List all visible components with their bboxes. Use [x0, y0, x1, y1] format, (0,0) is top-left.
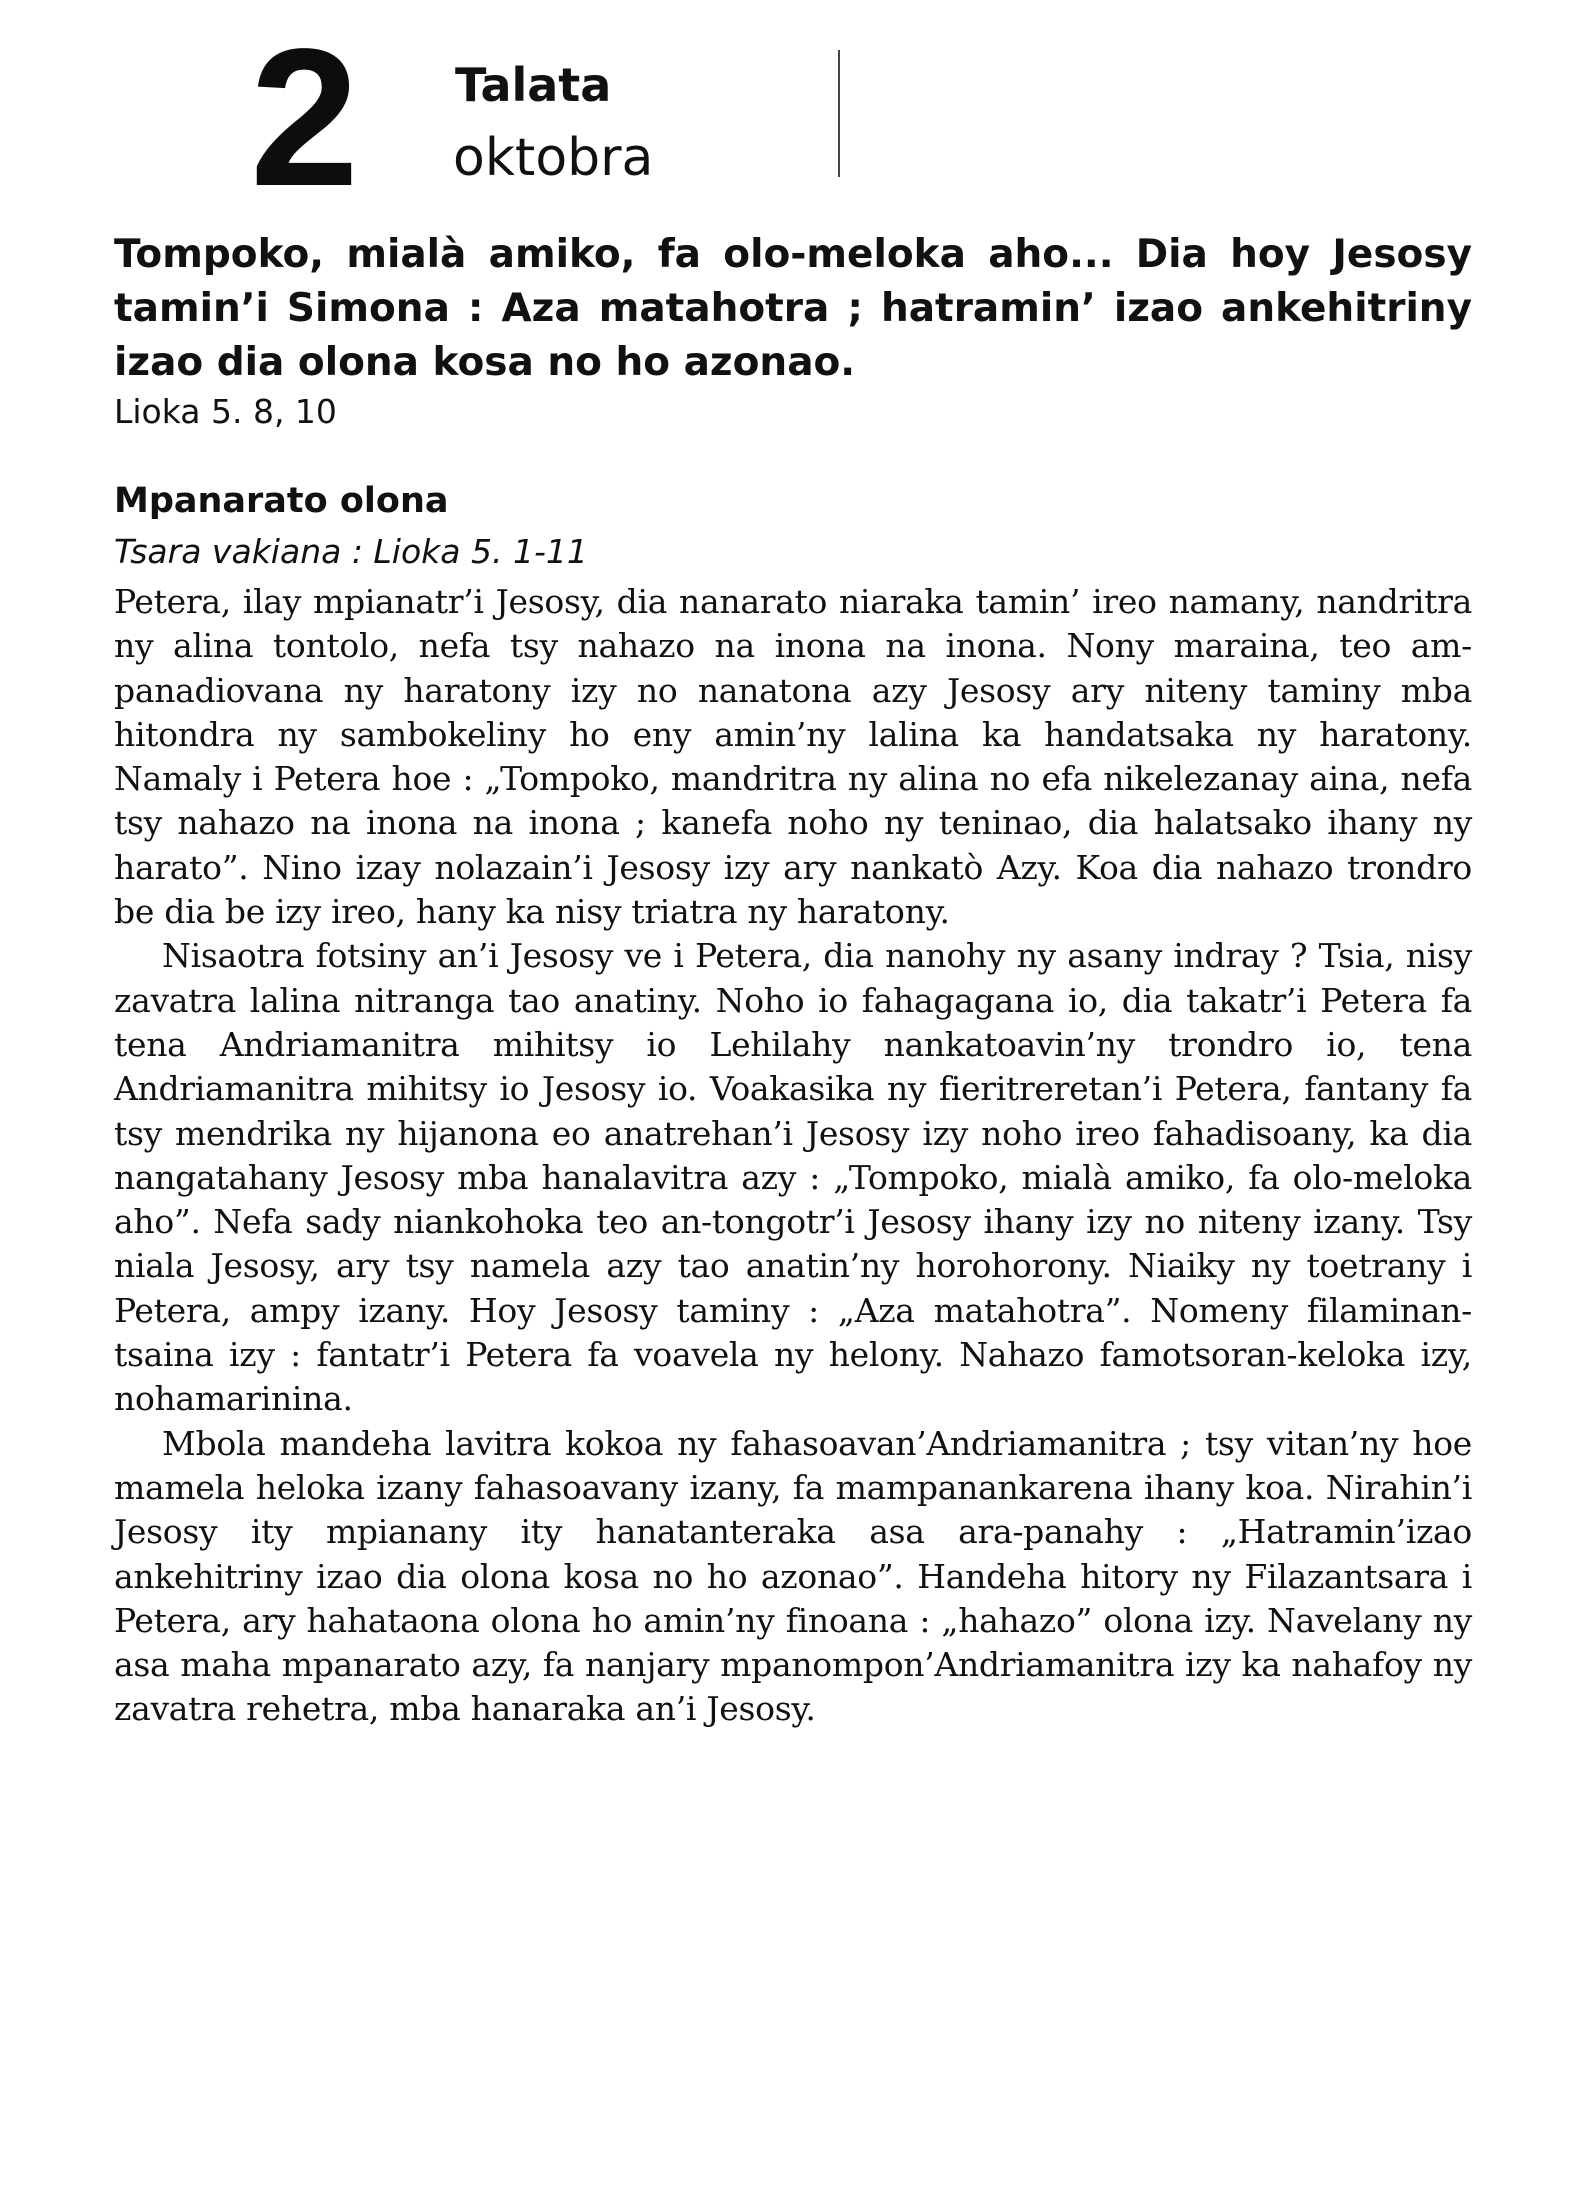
date-month: oktobra — [453, 128, 654, 188]
devotional-title: Mpanarato olona — [114, 481, 449, 521]
body-paragraph-1: Petera, ilay mpianatr’i Jesosy, dia nanarato niaraka tamin’ ireo namany, nandritra ny alina tontolo, nefa tsy nahazo na inona na inona. Nony maraina, teo am-panadiovana ny haratony izy no nanatona azy Jesosy ary niteny taminy mba hitondra ny sambokeliny ho eny amin’ny lalina ka handatsaka ny haratony. Namaly i Petera hoe : „Tompoko, mandritra ny alina no efa nikelezanay aina, nefa tsy nahazo na inona na inona ; kanefa noho ny teninao, dia halatsako ihany ny harato”. Nino izay nolazain’i Jesosy izy ary nankatò Azy. Koa dia nahazo trondro be dia be izy ireo, hany ka nisy triatra ny haratony. — [114, 582, 1472, 932]
body-paragraph-2: Nisaotra fotsiny an’i Jesosy ve i Petera, dia nanohy ny asany indray ? Tsia, nisy zavatra lalina nitranga tao anatiny. Noho io fahagagana io, dia takatr’i Petera fa tena Andriamanitra mihitsy io Lehilahy nankatoavin’ny trondro io, tena Andriamanitra mihitsy io Jesosy io. Voakasika ny fieritreretan’i Petera, fantany fa tsy mendrika ny hijanona eo anatrehan’i Jesosy izy noho ireo fahadisoany, ka dia nangatahany Jesosy mba hanalavitra azy : „Tompoko, mialà amiko, fa olo-meloka aho”. Nefa sady niankohoka teo an-tongotr’i Jesosy ihany izy no niteny izany. Tsy niala Jesosy, ary tsy namela azy tao anatin’ny horohorony. Niaiky ny toetrany i Petera, ampy izany. Hoy Jesosy taminy : „Aza matahotra”. Nomeny filaminan-tsaina izy : fantatr’i Petera fa voavela ny helony. Nahazo famotsoran-keloka izy, nohamarinina. — [114, 936, 1472, 1419]
date-day-number: 2 — [250, 8, 356, 227]
date-weekday: Talata — [455, 58, 612, 112]
key-verse: Tompoko, mialà amiko, fa olo-meloka aho... Dia hoy Jesosy tamin’i Simona : Aza matahotra ; hatramin’ izao ankehitriny izao dia olona kosa no ho azonao. — [114, 232, 1472, 385]
body-paragraph-3: Mbola mandeha lavitra kokoa ny fahasoavan’Andriamanitra ; tsy vitan’ny hoe mamela heloka izany fahasoavany izany, fa mampanankarena ihany koa. Nirahin’i Jesosy ity mpianany ity hanatanteraka asa ara-panahy : „Hatramin’izao ankehitriny izao dia olona kosa no ho azonao”. Handeha hitory ny Filazantsara i Petera, ary hahataona olona ho amin’ny finoana : „hahazo” olona izy. Navelany ny asa maha mpanarato azy, fa nanjary mpanompon’Andriamanitra izy ka nahafoy ny zavatra rehetra, mba hanaraka an’i Jesosy. — [114, 1423, 1472, 1729]
header-divider — [838, 50, 840, 177]
suggested-reading: Tsara vakiana : Lioka 5. 1-11 — [114, 532, 588, 571]
devotional-body — [114, 580, 1472, 1732]
key-verse-reference: Lioka 5. 8, 10 — [114, 392, 337, 431]
